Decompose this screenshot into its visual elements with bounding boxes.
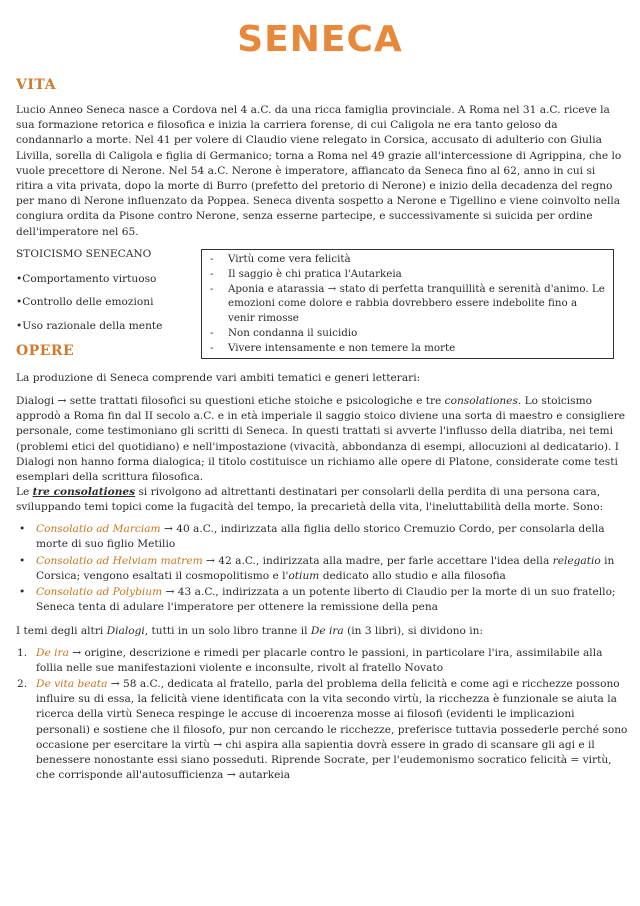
consolatio-text: → 43 a.C., indirizzata a un potente liberto di Claudio per la morte di un suo fratello; Seneca tenta di adulare l'imperatore per ottenere la remissione della pena xyxy=(36,586,616,614)
tre-consolationes-text: si rivolgono ad altrettanti destinatari per consolarli della perdita di una persona cara, sviluppando temi topici come la fugacità del tempo, la precarietà della vita, l'ineluttabilità della morte. Sono: xyxy=(16,486,604,514)
item-number: 2. xyxy=(17,678,28,690)
vita-heading: VITA xyxy=(16,77,56,93)
dialogi-text: Dialogi → sette trattati filosofici su questioni etiche stoiche e psicologiche e tre xyxy=(16,395,445,407)
consolationes-term: consolationes xyxy=(444,395,518,407)
consolatio-item: • Consolatio ad Helviam matrem → 42 a.C., indirizzata alla madre, per farle accettare l'idea della relegatio in Corsica; vengono esaltati il cosmopolitismo e l'otium dedicato allo studio e alla filosofia xyxy=(19,555,615,583)
page-title: SENECA xyxy=(237,19,403,60)
tre-consolationes-term: tre consolationes xyxy=(32,486,136,499)
temi-intro xyxy=(16,624,626,639)
consolatio-text: → 42 a.C., indirizzata alla madre, per farle accettare l'idea della xyxy=(202,555,553,567)
temi-text: I temi degli altri xyxy=(16,625,107,637)
relegatio-term: relegatio xyxy=(552,555,601,567)
work-text: → origine, descrizione e rimedi per placarle contro le passioni, in particolare l'ira, assimilabile alla follia nelle sue manifestazioni violente e inconsulte, rivolt al fratello Novato xyxy=(36,647,603,675)
box-item: - Virtù come vera felicità xyxy=(210,252,605,267)
temi-text: (in 3 libri), si dividono in: xyxy=(343,625,484,637)
consolatio-title: Consolatio ad Polybium xyxy=(36,586,163,598)
consolatio-item: • Consolatio ad Marciam → 40 a.C., indirizzata alla figlia dello storico Cremuzio Cordo, per consolarla della morte di suo figlio Metilio xyxy=(19,523,605,551)
numbered-item xyxy=(17,646,628,676)
consolatio-item: • Consolatio ad Polybium → 43 a.C., indirizzata a un potente liberto di Claudio per la morte di un suo fratello; Seneca tenta di adulare l'imperatore per ottenere la remissione della pena xyxy=(19,586,616,614)
stoicismo-box xyxy=(201,249,614,359)
numbered-item xyxy=(17,677,628,783)
dialogi-term: Dialogi xyxy=(106,625,145,637)
opere-intro: La produzione di Seneca comprende vari ambiti tematici e generi letterari: xyxy=(16,372,421,384)
vita-paragraph: Lucio Anneo Seneca nasce a Cordova nel 4 a.C. da una ricca famiglia provinciale. A Roma nel 31 a.C. riceve la sua formazione retorica e filosofica e inizia la carriera forense, di cui Caligola ne era tanto geloso da condannarlo a morte. Nel 41 per volere di Claudio viene relegato in Corsica, accusato di adulterio con Giulia Livilla, sorella di Caligola e figlia di Germanico; torna a Roma nel 49 grazie all'intercessione di Agrippina, che lo vuole precettore di Nerone. Nel 54 a.C. Nerone è imperatore, affiancato da Seneca fino al 62, anno in cui si ritira a vita privata, dopo la morte di Burro (prefetto del pretorio di Nerone) e inizio della decadenza del regno per mano di Nerone influenzato da Poppea. Seneca diventa sospetto a Nerone e Tigellino e viene coinvolto nella congiura ordita da Pisone contro Nerone, senza esserne partecipe, e successivamente si suicida per ordine dell'imperatore nel 65. xyxy=(16,104,622,238)
dialogi-paragraph xyxy=(16,394,626,516)
stoicismo-item: •Uso razionale della mente xyxy=(16,320,163,332)
opere-heading: OPERE xyxy=(16,343,75,359)
box-item: - Vivere intensamente e non temere la morte xyxy=(210,341,605,356)
box-item: - Il saggio è chi pratica l'Autarkeia xyxy=(210,267,605,282)
item-number: 1. xyxy=(17,647,28,659)
consolatio-title: Consolatio ad Helviam matrem xyxy=(36,555,203,567)
box-item: - Non condanna il suicidio xyxy=(210,326,605,341)
work-title: De vita beata xyxy=(36,678,108,690)
consolatio-text: → 40 a.C., indirizzata alla figlia dello storico Cremuzio Cordo, per consolarla della morte di suo figlio Metilio xyxy=(36,523,605,551)
de-ira-term: De ira xyxy=(310,625,344,637)
le-text: Le xyxy=(16,486,33,499)
stoicismo-item: •Controllo delle emozioni xyxy=(16,296,154,308)
otium-term: otium xyxy=(288,570,320,583)
consolatio-title: Consolatio ad Marciam xyxy=(36,523,161,535)
stoicismo-item: •Comportamento virtuoso xyxy=(16,273,157,285)
box-item: - Aponia e atarassia → stato di perfetta tranquillità e serenità d'animo. Le emozioni come dolore e rabbia dovrebbero essere indebolite fino a venir rimosse xyxy=(210,282,605,326)
stoicismo-title: STOICISMO SENECANO xyxy=(16,248,152,260)
work-title: De ira xyxy=(36,647,69,659)
dialogi-text-rest: . Lo stoicismo approdò a Roma fin dal II secolo a.C. e in età imperiale il saggio stoico diviene una sorta di maestro e consigliere personale, come testimoniano gli scritti di Seneca. In questi trattati si avverte l'influsso della diatriba, nei temi (problemi etici del quotidiano) e nell'impostazione (vivacità, abbondanza di esempi, allocuzioni al dedicatario). I Dialogi non hanno forma dialogica; il titolo costituisce un richiamo alle opere di Platone, considerate come testi esemplari della scrittura filosofica. xyxy=(16,395,626,484)
consolatio-text: dedicato allo studio e alla filosofia xyxy=(319,570,506,583)
temi-text: , tutti in un solo libro tranne il xyxy=(144,625,311,637)
consolatio-text: in Corsica; vengono esaltati il cosmopolitismo e l' xyxy=(36,555,615,583)
work-text: → 58 a.C., dedicata al fratello, parla del problema della felicità e come agi e ricchezze possono influire su di essa, la felicità viene identificata con la vita secondo virtù, la ricchezza è funzionale se aiuta la ricerca della virtù Seneca respinge le accuse di incoerenza mosse ai filosofi (evidenti le implicazioni personali) e sostiene che il filosofo, pur non cercando le ricchezze, preferisce tuttavia possederle perché sono occasione per esercitare la virtù → chi aspira alla sapientia dovrà essere in grado di scansare gli agi e il benessere nonostante essi siano posseduti. Riprende Socrate, per l'eudemonismo socratico felicità = virtù, che corrisponde all'autosufficienza → autarkeia xyxy=(36,678,628,782)
